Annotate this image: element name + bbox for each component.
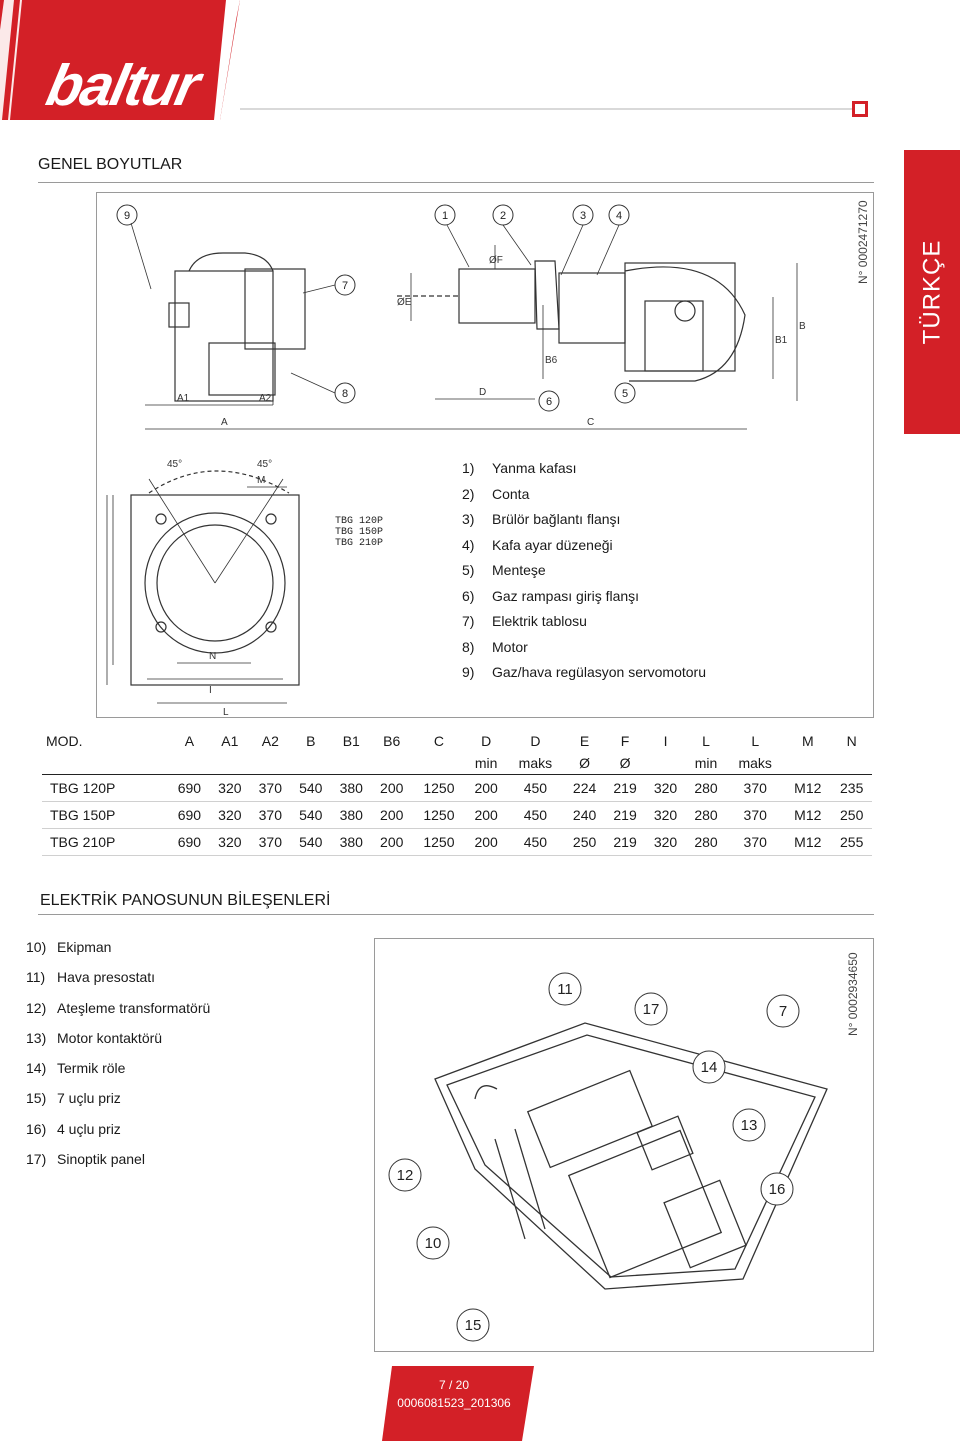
table-cell: TBG 150P — [42, 801, 169, 828]
table-cell: 320 — [645, 828, 685, 855]
table-row — [42, 828, 872, 855]
table-cell: 224 — [564, 774, 604, 801]
list-item: 6) Gaz rampası giriş flanşı — [462, 587, 640, 604]
column-subheader — [291, 752, 331, 774]
table-cell: 280 — [686, 828, 726, 855]
list-item: 7) Elektrik tablosu — [462, 613, 587, 629]
model-label: TBG 150P — [335, 527, 384, 538]
column-subheader — [210, 752, 250, 774]
list-item: 2) Conta — [462, 485, 530, 502]
table-cell: 280 — [686, 774, 726, 801]
dim-label-i: I — [209, 685, 212, 696]
callout-4: 4 — [615, 210, 623, 222]
dim-label-l: L — [223, 707, 229, 717]
callout-14: 14 — [700, 1059, 718, 1076]
table-cell: TBG 210P — [42, 828, 169, 855]
callout-1: 1 — [441, 210, 449, 222]
document-code: 0006081523_201306 — [397, 1396, 511, 1410]
callout-8: 8 — [341, 388, 349, 400]
column-header: F — [620, 733, 630, 749]
model-label: TBG 210P — [335, 538, 384, 549]
table-cell: 320 — [210, 774, 250, 801]
logo-wordmark: baltur — [41, 53, 205, 118]
column-header: B6 — [383, 733, 401, 749]
callout-15: 15 — [464, 1317, 482, 1334]
section-divider — [38, 914, 874, 915]
column-header: MOD. — [46, 733, 83, 749]
dim-label-d: D — [479, 387, 487, 398]
column-header: N — [846, 733, 857, 749]
dim-label-b: B — [799, 321, 806, 332]
column-header: D — [530, 733, 541, 749]
dim-label-f: ØF — [489, 255, 503, 266]
table-cell: 450 — [506, 801, 564, 828]
table-cell: 320 — [210, 801, 250, 828]
dim-label-angle-right: 45° — [257, 459, 273, 470]
list-item: 10) Ekipman — [26, 939, 112, 955]
table-cell: 370 — [250, 774, 290, 801]
list-item: 11) Hava presostatı — [26, 969, 156, 986]
dimension-table — [42, 730, 872, 856]
callout-3: 3 — [579, 210, 587, 222]
column-header: B — [306, 733, 316, 749]
table-cell: 380 — [331, 801, 371, 828]
callout-17: 17 — [642, 1001, 660, 1018]
table-cell: 370 — [250, 828, 290, 855]
language-tab — [904, 150, 960, 434]
callout-6: 6 — [545, 396, 553, 408]
page-number: 7 / 20 — [438, 1378, 470, 1392]
list-item: 15) 7 uçlu priz — [26, 1090, 121, 1107]
drawing-number: N° 0002471270 — [856, 200, 870, 284]
column-subheader: min — [686, 752, 726, 774]
table-cell: 690 — [169, 801, 209, 828]
callout-7: 7 — [778, 1003, 788, 1020]
table-cell: 200 — [466, 801, 506, 828]
column-subheader — [250, 752, 290, 774]
callout-10: 10 — [424, 1235, 442, 1252]
callout-16: 16 — [768, 1181, 786, 1198]
table-cell: 200 — [466, 774, 506, 801]
callout-9: 9 — [123, 210, 131, 222]
table-cell: 690 — [169, 774, 209, 801]
header-divider — [240, 108, 852, 110]
dim-label-angle-left: 45° — [167, 459, 183, 470]
brand-logo — [0, 0, 240, 120]
table-cell: 380 — [331, 828, 371, 855]
table-cell: TBG 120P — [42, 774, 169, 801]
table-cell: 1250 — [412, 774, 466, 801]
dim-label-b6: B6 — [545, 355, 558, 366]
callout-2: 2 — [499, 210, 507, 222]
list-item: 1) Yanma kafası — [462, 460, 577, 476]
list-item: 5) Menteşe — [462, 562, 546, 578]
dim-label-a1: A1 — [177, 393, 190, 404]
callout-11: 11 — [557, 981, 573, 998]
table-cell: 370 — [726, 774, 784, 801]
list-item: 8) Motor — [462, 638, 528, 655]
column-subheader: maks — [726, 752, 784, 774]
table-cell: 255 — [831, 828, 872, 855]
column-subheader: Ø — [564, 752, 604, 774]
table-cell: 219 — [605, 828, 645, 855]
table-cell: M12 — [784, 801, 831, 828]
table-cell: 240 — [564, 801, 604, 828]
table-cell: 1250 — [412, 801, 466, 828]
table-cell: 200 — [466, 828, 506, 855]
table-cell: 320 — [210, 828, 250, 855]
electrical-panel-drawing — [375, 939, 873, 1351]
table-cell: 320 — [645, 774, 685, 801]
table-cell: 200 — [371, 828, 411, 855]
table-subheader-row — [42, 752, 872, 774]
column-header: B1 — [342, 733, 360, 749]
column-subheader — [784, 752, 831, 774]
list-item: 4) Kafa ayar düzeneği — [462, 536, 613, 553]
column-header: L — [702, 733, 710, 749]
list-item: 14) Termik röle — [26, 1060, 126, 1077]
column-subheader — [331, 752, 371, 774]
table-cell: 219 — [605, 801, 645, 828]
column-subheader: maks — [506, 752, 564, 774]
callout-13: 13 — [740, 1117, 758, 1134]
list-item: 9) Gaz/hava regülasyon servomotoru — [462, 664, 706, 680]
column-header: A — [184, 733, 195, 749]
callout-12: 12 — [396, 1167, 414, 1184]
dim-label-n: N — [209, 651, 217, 662]
table-cell: 250 — [831, 801, 872, 828]
list-item: 12) Ateşleme transformatörü — [26, 999, 211, 1016]
column-header: L — [751, 733, 760, 749]
table-cell: 320 — [645, 801, 685, 828]
column-header: A2 — [261, 733, 279, 749]
column-header: I — [663, 733, 668, 749]
table-cell: 450 — [506, 828, 564, 855]
callout-5: 5 — [621, 388, 629, 400]
model-label: TBG 120P — [335, 516, 384, 527]
dim-label-b1: B1 — [775, 335, 788, 346]
table-row — [42, 774, 872, 801]
column-subheader: min — [466, 752, 506, 774]
table-cell: 380 — [331, 774, 371, 801]
column-header: A1 — [221, 733, 239, 749]
column-subheader — [42, 752, 169, 774]
table-cell: 250 — [564, 828, 604, 855]
column-subheader — [831, 752, 872, 774]
dim-label-m: M — [257, 475, 266, 486]
language-label: TÜRKÇE — [918, 239, 946, 345]
column-subheader — [371, 752, 411, 774]
column-header: E — [579, 733, 590, 749]
table-cell: 200 — [371, 801, 411, 828]
table-cell: 219 — [605, 774, 645, 801]
callout-7: 7 — [341, 280, 349, 292]
table-cell: 450 — [506, 774, 564, 801]
section-title-dimensions: GENEL BOYUTLAR — [38, 156, 183, 173]
table-row — [42, 801, 872, 828]
table-cell: 540 — [291, 801, 331, 828]
table-cell: M12 — [784, 774, 831, 801]
dim-label-e: ØE — [397, 297, 412, 308]
table-cell: 235 — [831, 774, 872, 801]
table-cell: 370 — [726, 801, 784, 828]
dim-label-c: C — [587, 417, 595, 428]
list-item: 16) 4 uçlu priz — [26, 1120, 121, 1137]
dim-label-a2: A2 — [259, 393, 272, 404]
list-item: 17) Sinoptik panel — [26, 1151, 145, 1168]
section-divider — [38, 182, 874, 183]
column-subheader — [169, 752, 209, 774]
column-subheader — [645, 752, 685, 774]
table-cell: 540 — [291, 828, 331, 855]
column-header: D — [481, 733, 492, 749]
column-header: M — [801, 733, 814, 749]
parts-list — [462, 456, 842, 686]
list-item: 3) Brülör bağlantı flanşı — [462, 511, 621, 527]
table-header-row — [42, 730, 872, 752]
table-cell: M12 — [784, 828, 831, 855]
header-marker — [852, 101, 868, 117]
column-subheader: Ø — [605, 752, 645, 774]
table-cell: 370 — [726, 828, 784, 855]
table-cell: 370 — [250, 801, 290, 828]
drawing-number: N° 0002934650 — [846, 952, 860, 1036]
column-header: C — [433, 733, 444, 749]
table-cell: 1250 — [412, 828, 466, 855]
panel-drawing — [374, 938, 874, 1352]
dim-label-a: A — [221, 417, 228, 428]
table-cell: 540 — [291, 774, 331, 801]
table-cell: 280 — [686, 801, 726, 828]
components-list — [26, 932, 366, 1174]
list-item: 13) Motor kontaktörü — [26, 1029, 163, 1046]
table-cell: 690 — [169, 828, 209, 855]
table-cell: 200 — [371, 774, 411, 801]
section-title-components: ELEKTRİK PANOSUNUN BİLEŞENLERİ — [40, 892, 331, 909]
column-subheader — [412, 752, 466, 774]
